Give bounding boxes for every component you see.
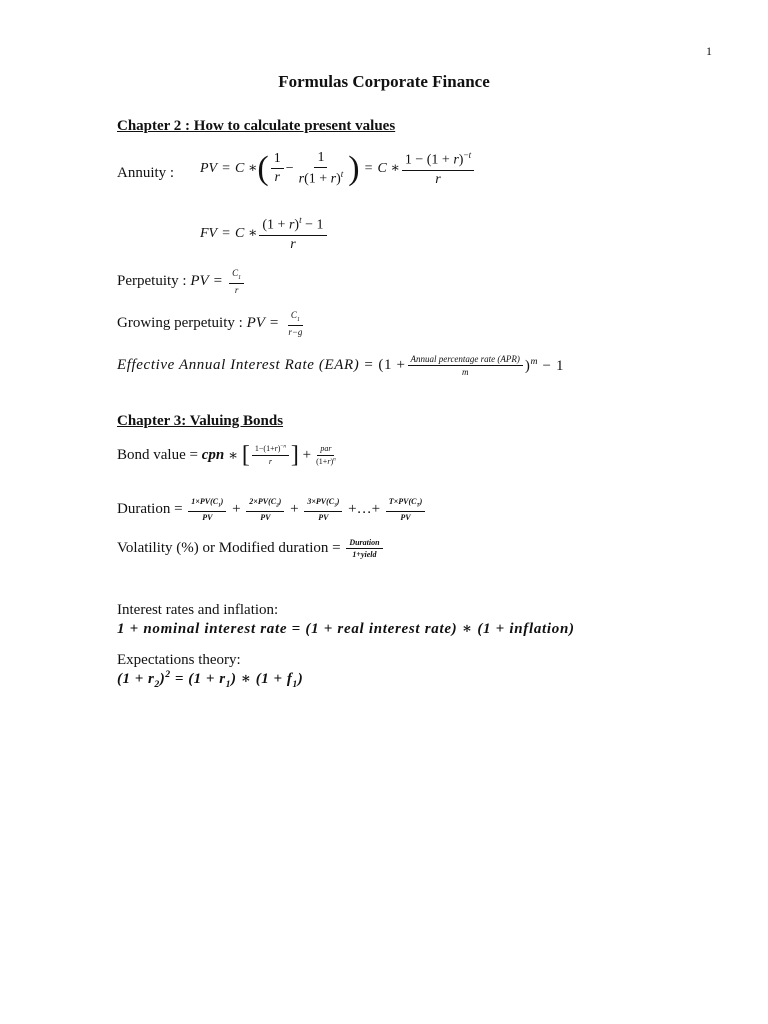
page-number: 1	[706, 44, 712, 58]
volatility-formula	[117, 538, 385, 559]
chapter-2-heading: Chapter 2 : How to calculate present values	[117, 118, 396, 134]
document-title: Formulas Corporate Finance	[278, 72, 490, 91]
inflation-heading: Interest rates and inflation:	[117, 602, 279, 618]
volatility-numerator: Duration	[346, 538, 382, 549]
volatility-denominator: 1+yield	[352, 550, 377, 560]
inflation-formula: 1 + nominal interest rate = (1 + real interest rate) ∗ (1 + inflation)	[117, 621, 575, 637]
chapter-3-heading: Chapter 3: Valuing Bonds	[117, 413, 284, 429]
bond-value-formula: Bond value = cpn ∗ [ $\frac{1-(1+r)^{-n}}{r}$ ] + $\frac{\text{par}}{(1+r)^n}$	[117, 442, 336, 468]
ear-numerator: Annual percentage rate (APR)	[408, 354, 523, 366]
annuity-fv-formula: FV = C ∗ $\frac{(1 + r)^t - 1}{r}$	[200, 215, 329, 253]
volatility-label: Volatility (%) or Modified duration =	[117, 540, 341, 557]
perpetuity-label: Perpetuity :	[117, 272, 187, 289]
ear-label: Effective Annual Interest Rate (EAR)	[117, 357, 360, 374]
expectations-heading: Expectations theory:	[117, 652, 241, 668]
duration-formula: Duration = $\frac{1\times PV(C_1)}{PV}$ + $\frac{2\times PV(C_2)}{PV}$ + $\frac{3\times PV(C_3)}{PV}$ +…+ $\frac{T\times PV(C_T)}{PV}$	[117, 497, 427, 522]
ear-formula: Effective Annual Interest Rate (EAR) = (1 + $\frac{\text{Annual percentage rate (APR)}}{m}$ )$^m$ − 1	[117, 354, 565, 378]
perpetuity-formula: Perpetuity : PV = $\frac{C_1}{r}$	[117, 268, 246, 295]
growing-perpetuity-formula: Growing perpetuity : PV = $\frac{C_1}{r-g}$	[117, 310, 303, 337]
expectations-formula: $(1 + r_2)^2 = (1 + r_1)$ ∗ $(1 + f_1)$	[117, 669, 304, 690]
annuity-label: Annuity :	[117, 165, 175, 181]
duration-label: Duration =	[117, 500, 183, 517]
bond-value-label: Bond value =	[117, 446, 198, 463]
ear-denominator: m	[461, 367, 469, 378]
annuity-pv-formula: PV = C ∗ ( $\frac{1}{r}$ − $\frac{1}{r(1 + r)^t}$ ) = C ∗ $\frac{1 - (1 + r)^{-t}}{r}$	[200, 150, 476, 188]
growing-perpetuity-label: Growing perpetuity :	[117, 314, 243, 331]
